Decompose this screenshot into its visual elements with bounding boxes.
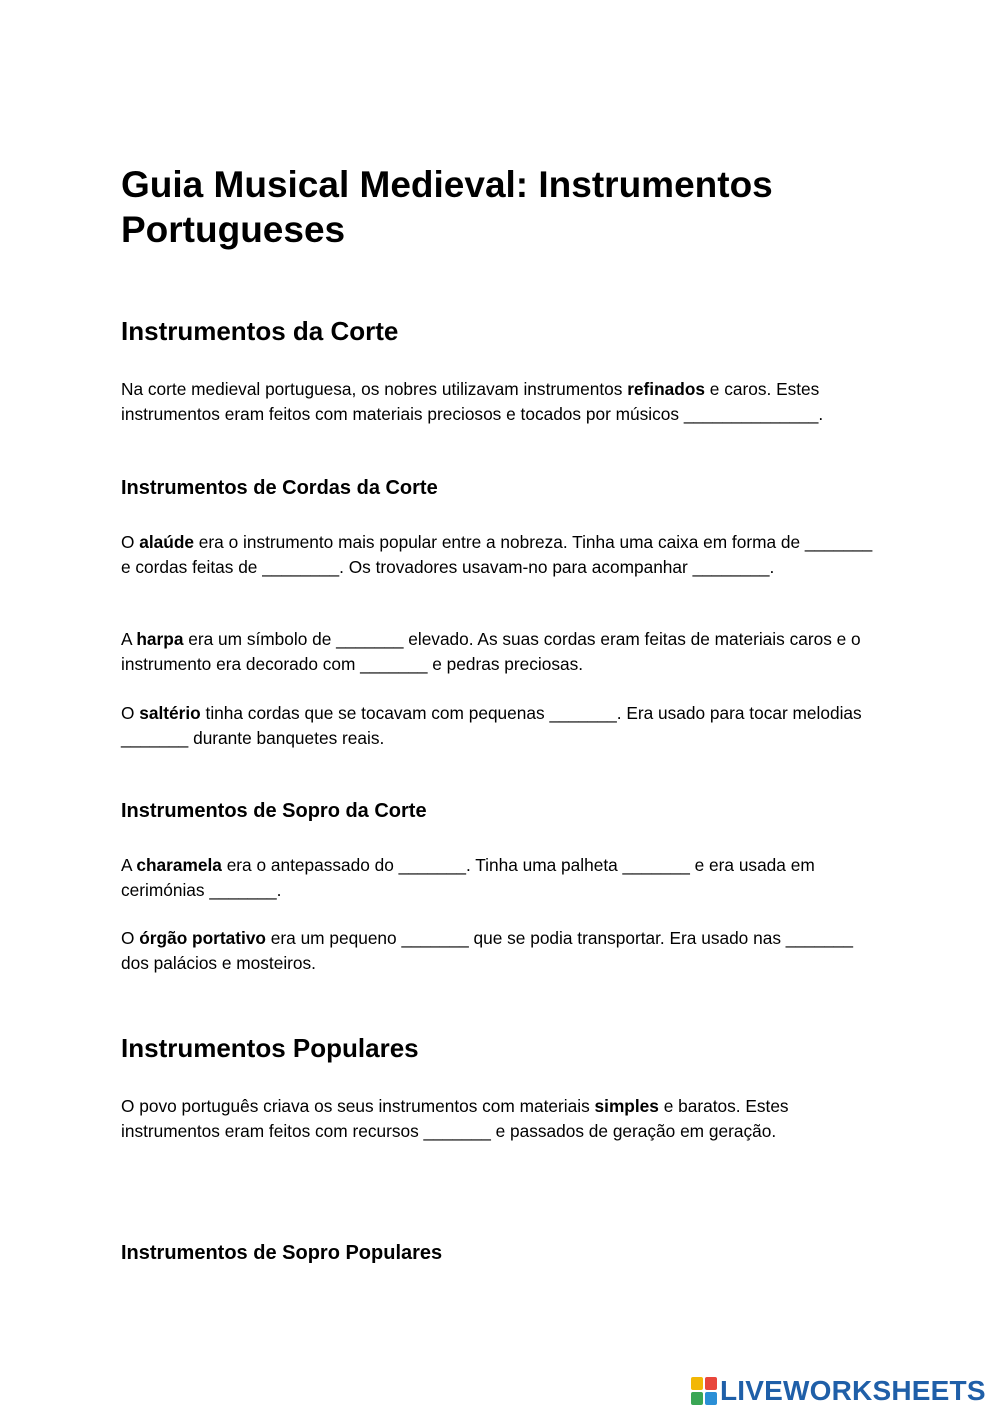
text-segment: e caros. Estes instrumentos eram feitos com materiais preciosos e tocados por músicos ______________. [121,379,824,424]
section-heading-corte: Instrumentos da Corte [121,316,399,346]
text-segment: era um símbolo de _______ elevado. As suas cordas eram feitas de materiais caros e o instrumento era decorado com _______ e pedras preciosas. [121,629,861,674]
text-segment: O [121,928,140,948]
liveworksheets-logo [691,1374,991,1408]
text-segment: era um pequeno _______ que se podia transportar. Era usado nas _______ dos palácios e mosteiros. [121,928,854,973]
paragraph-populares-intro [121,1094,881,1143]
logo-tile-4 [705,1392,717,1405]
paragraph-charamela [121,853,881,902]
text-segment: A [121,855,137,875]
subsection-heading-sopro-corte: Instrumentos de Sopro da Corte [121,800,427,822]
paragraph-salterio [121,701,881,750]
subsection-heading-cordas: Instrumentos de Cordas da Corte [121,477,438,499]
section-heading-populares: Instrumentos Populares [121,1033,419,1063]
paragraph-harpa [121,627,881,676]
logo-tile-2 [705,1377,717,1390]
keyword-salterio: saltério [139,703,201,723]
keyword-orgao-portativo: órgão portativo [139,928,266,948]
subsection-heading-sopro-populares: Instrumentos de Sopro Populares [121,1242,443,1264]
page-title: Guia Musical Medieval: Instrumentos Portugueses [121,164,773,250]
keyword-simples: simples [594,1096,659,1116]
liveworksheets-logo-icon [691,1377,717,1405]
logo-text: LIVEWORKSHEETS [720,1375,986,1406]
text-segment: e baratos. Estes instrumentos eram feitos com recursos _______ e passados de geração em geração. [121,1096,789,1141]
keyword-refinados: refinados [627,379,705,399]
logo-tile-3 [691,1392,703,1405]
text-segment: O [121,703,140,723]
keyword-harpa: harpa [136,629,184,649]
keyword-charamela: charamela [136,855,222,875]
paragraph-corte-intro [121,377,881,426]
logo-tile-1 [691,1377,703,1390]
text-segment: A [121,629,137,649]
text-segment: Na corte medieval portuguesa, os nobres utilizavam instrumentos [121,379,628,399]
text-segment: era o instrumento mais popular entre a nobreza. Tinha uma caixa em forma de _______ e cordas feitas de ________. Os trovadores usavam-no para acompanhar ________. [121,532,873,577]
paragraph-orgao [121,926,881,975]
text-segment: tinha cordas que se tocavam com pequenas _______. Era usado para tocar melodias _______ durante banquetes reais. [121,703,862,748]
keyword-alaude: alaúde [139,532,194,552]
text-segment: O povo português criava os seus instrumentos com materiais [121,1096,595,1116]
text-segment: O [121,532,140,552]
text-segment: era o antepassado do _______. Tinha uma palheta _______ e era usada em cerimónias _______. [121,855,815,900]
paragraph-alaude [121,530,881,579]
